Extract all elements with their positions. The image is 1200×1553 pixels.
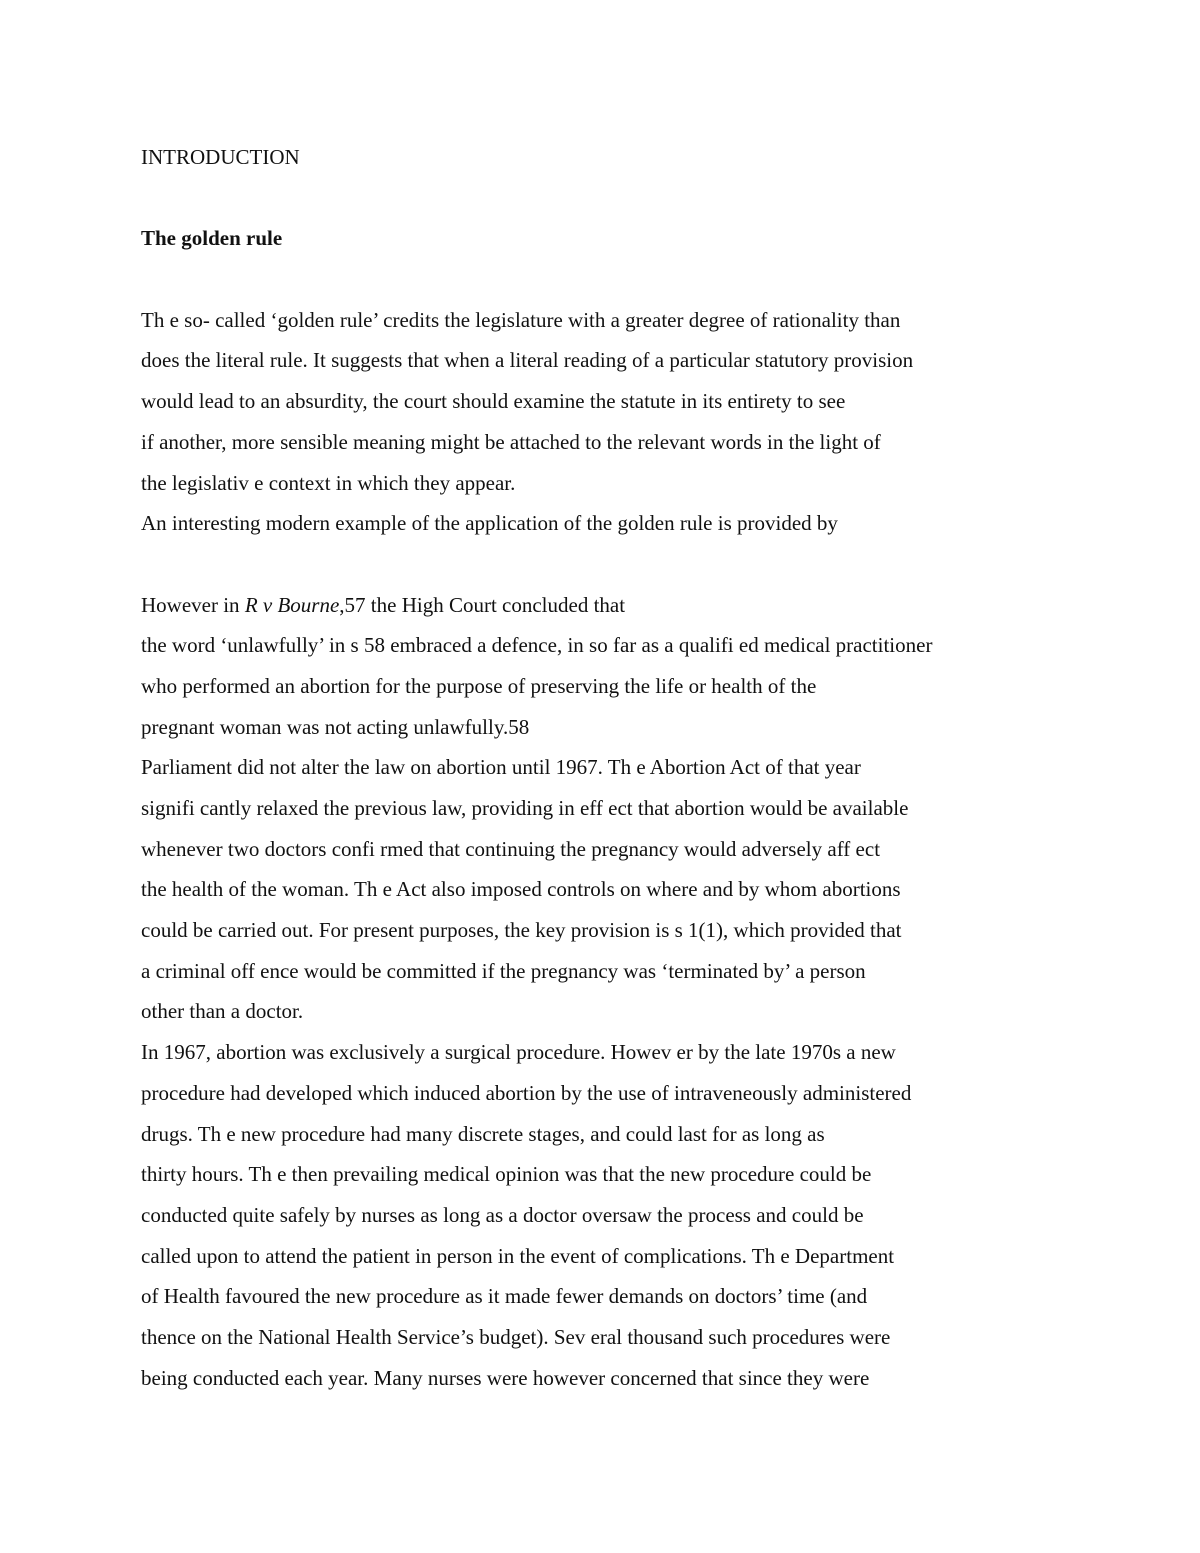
text-line: would lead to an absurdity, the court should examine the statute in its entirety to see [141, 389, 846, 414]
text-line: drugs. Th e new procedure had many discrete stages, and could last for as long as [141, 1121, 825, 1146]
text-line: Parliament did not alter the law on abortion until 1967. Th e Abortion Act of that year [141, 755, 861, 780]
text-line: procedure had developed which induced abortion by the use of intraveneously administered [141, 1080, 912, 1105]
document-body [141, 137, 1141, 1398]
bourne-line-before: However in [141, 592, 245, 617]
text-line: conducted quite safely by nurses as long as a doctor oversaw the process and could be [141, 1202, 864, 1227]
text-line: a criminal off ence would be committed if the pregnancy was ‘terminated by’ a person [141, 958, 866, 983]
spacer [141, 259, 1141, 300]
text-line: pregnant woman was not acting unlawfully.58 [141, 714, 530, 739]
text-line: other than a doctor. [141, 999, 304, 1024]
text-line: thence on the National Health Service’s budget). Sev eral thousand such procedures were [141, 1324, 891, 1349]
bourne-line [141, 585, 1141, 626]
text-line: if another, more sensible meaning might be attached to the relevant words in the light of [141, 429, 881, 454]
text-line: In 1967, abortion was exclusively a surgical procedure. Howev er by the late 1970s a new [141, 1040, 896, 1065]
text-line: who performed an abortion for the purpose of preserving the life or health of the [141, 673, 817, 698]
text-line: the health of the woman. Th e Act also imposed controls on where and by whom abortions [141, 877, 901, 902]
paragraph-bourne [141, 625, 1141, 1398]
text-line: being conducted each year. Many nurses were however concerned that since they were [141, 1365, 870, 1390]
paragraph-golden-rule [141, 300, 1141, 544]
text-line: signifi cantly relaxed the previous law, providing in eff ect that abortion would be available [141, 796, 909, 820]
text-line: called upon to attend the patient in person in the event of complications. Th e Department [141, 1243, 895, 1268]
bourne-line-after: ,57 the High Court concluded that [339, 592, 626, 617]
section-heading: The golden rule [141, 226, 283, 251]
text-line: An interesting modern example of the application of the golden rule is provided by [141, 511, 838, 536]
text-line: of Health favoured the new procedure as it made fewer demands on doctors’ time (and [141, 1284, 868, 1309]
spacer [141, 544, 1141, 585]
text-line: does the literal rule. It suggests that when a literal reading of a particular statutory provision [141, 348, 914, 373]
text-line: thirty hours. Th e then prevailing medical opinion was that the new procedure could be [141, 1162, 872, 1187]
text-line: Th e so- called ‘golden rule’ credits the legislature with a greater degree of rationality than [141, 307, 901, 332]
case-name: R v Bourne [244, 592, 340, 617]
text-line: whenever two doctors confi rmed that continuing the pregnancy would adversely aff ect [141, 836, 881, 861]
text-line: the legislativ e context in which they appear. [141, 470, 516, 495]
text-line: the word ‘unlawfully’ in s 58 embraced a defence, in so far as a qualifi ed medical practitioner [141, 633, 933, 658]
spacer [141, 178, 1141, 219]
text-line: could be carried out. For present purposes, the key provision is s 1(1), which provided that [141, 918, 902, 943]
document-title: INTRODUCTION [141, 145, 300, 169]
